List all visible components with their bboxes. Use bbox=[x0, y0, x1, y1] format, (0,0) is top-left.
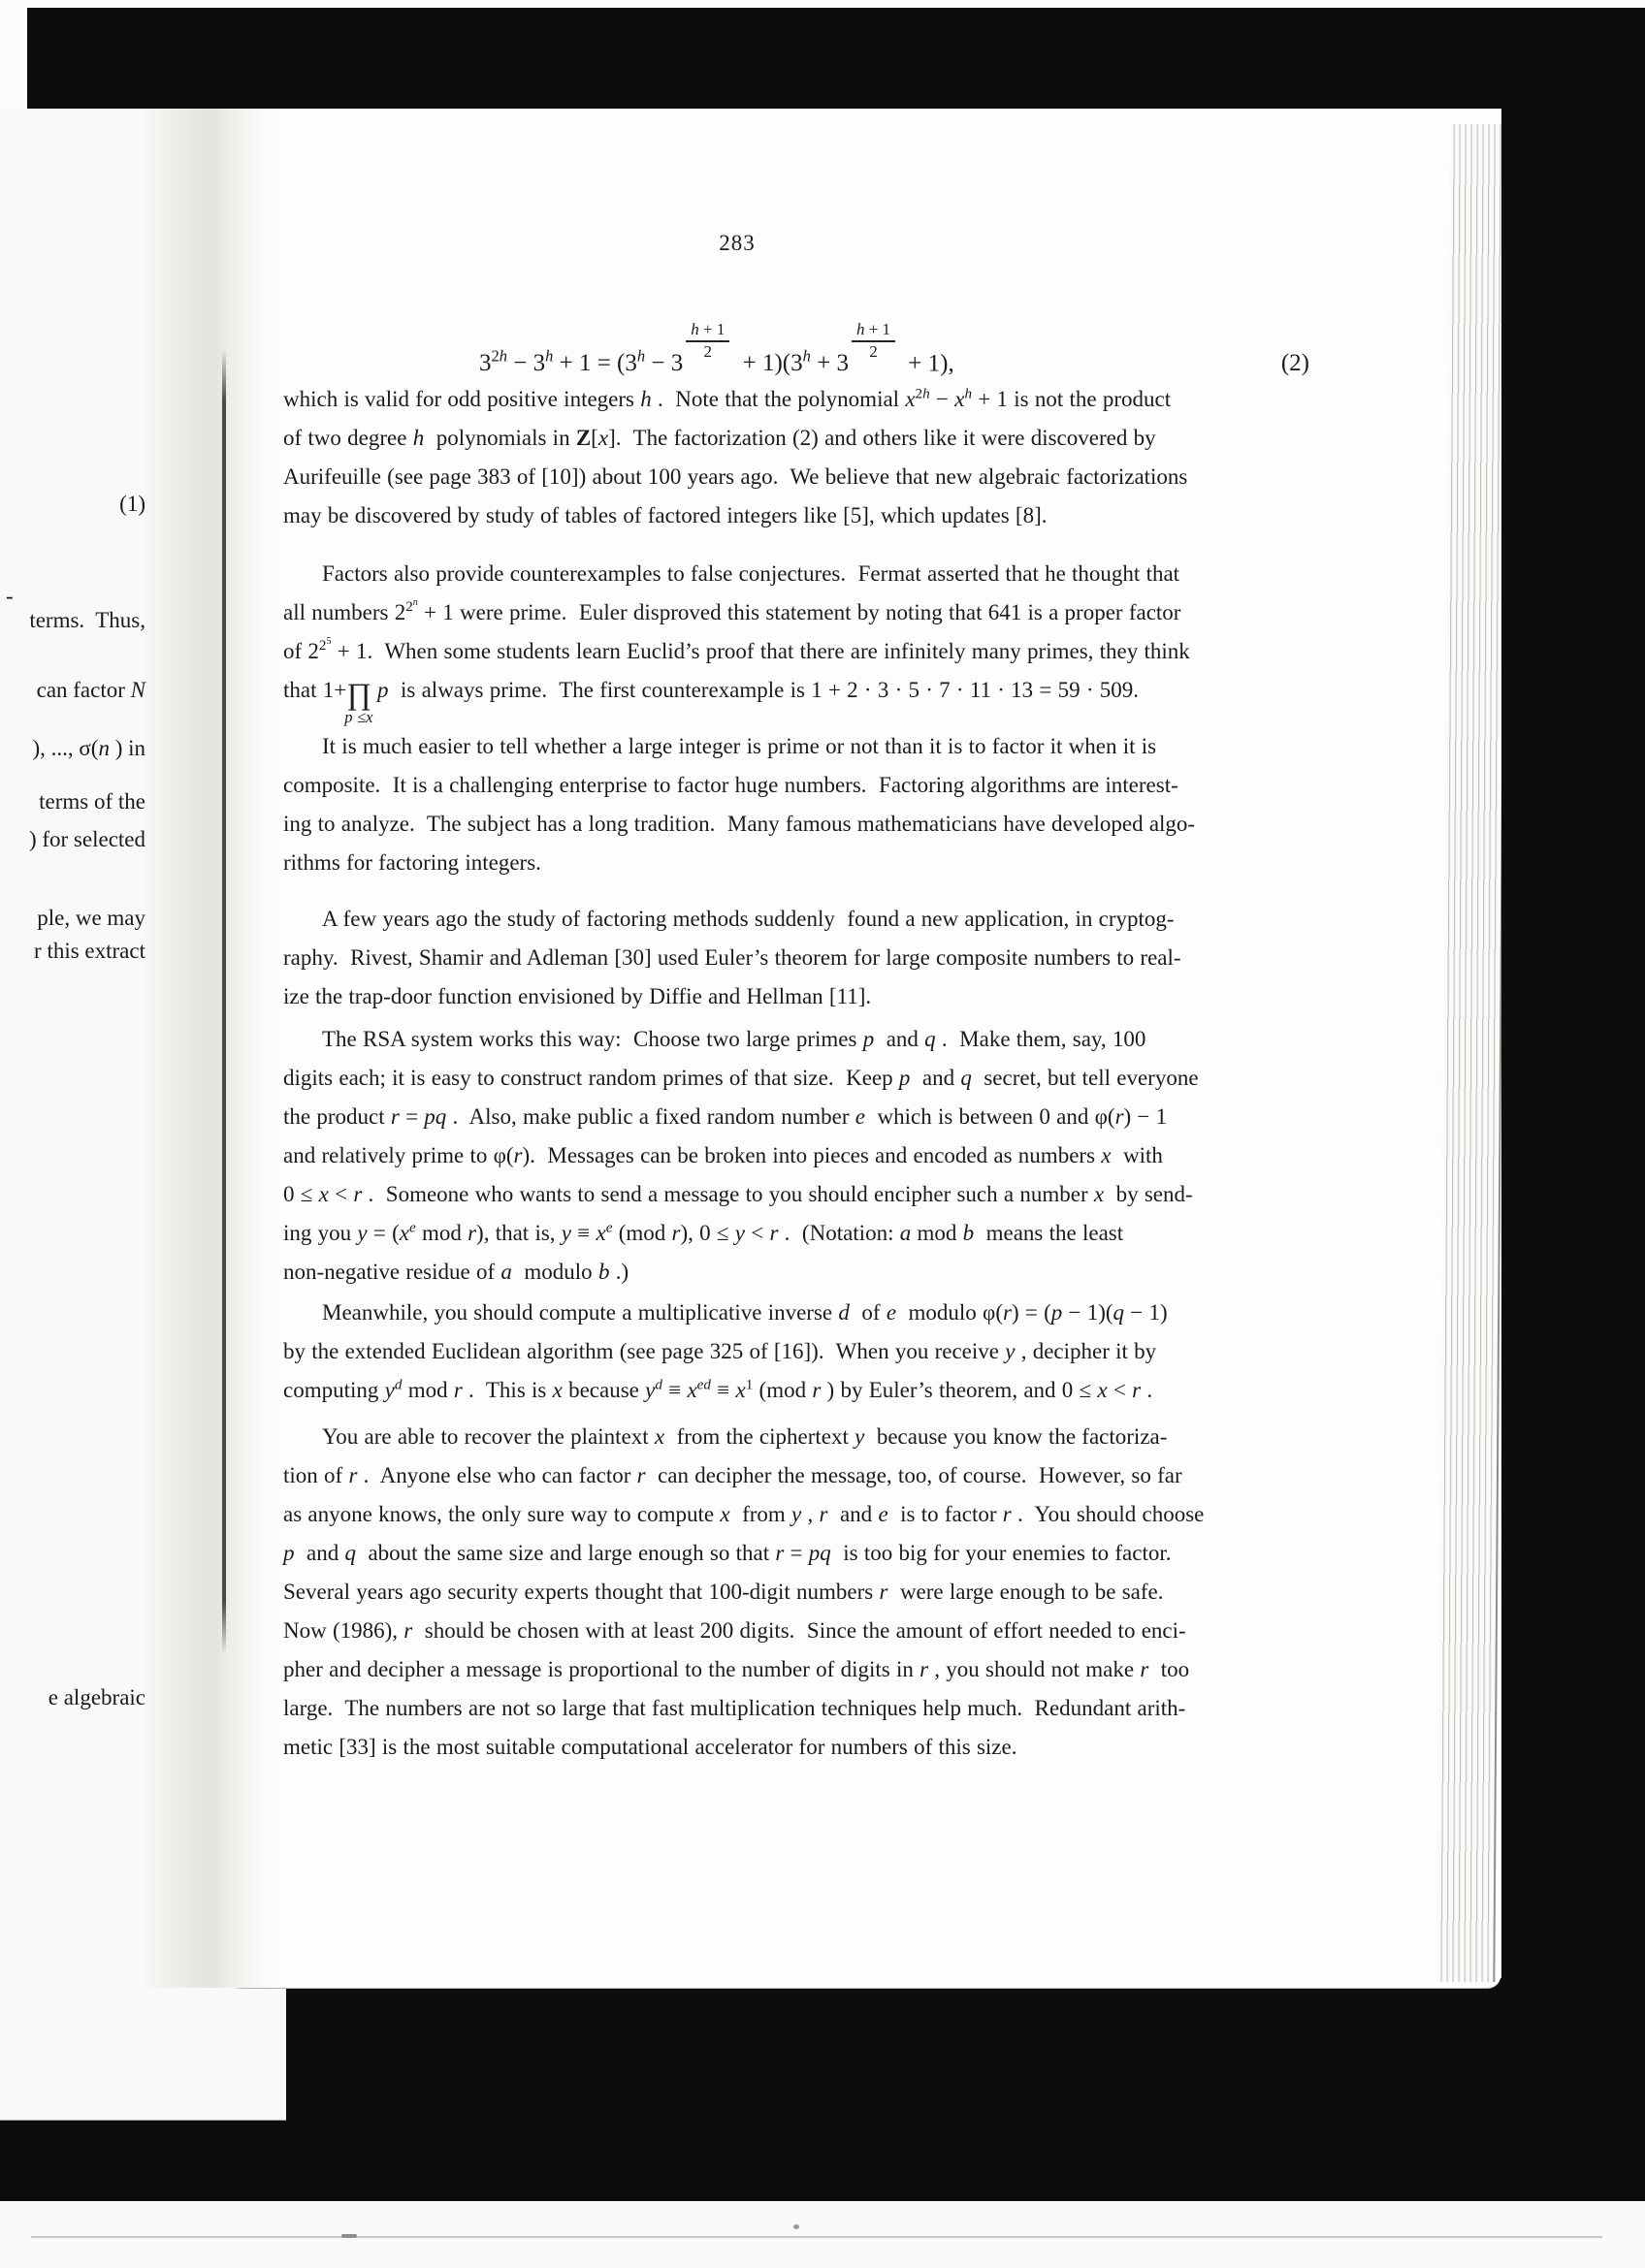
paragraph-line: Several years ago security experts thought that 100-digit numbers r were large enough to be safe. bbox=[283, 1580, 1164, 1604]
paragraph-line: pher and decipher a message is proportional to the number of digits in r , you should not make r too bbox=[283, 1657, 1190, 1681]
fraction-denominator: 2 bbox=[869, 342, 878, 362]
paragraph-recover-plaintext bbox=[283, 1418, 1309, 1767]
scan-bottom-strip bbox=[0, 2201, 1645, 2268]
paragraph-line: 0 ≤ x < r . Someone who wants to send a message to you should encipher such a number x by send- bbox=[283, 1182, 1193, 1206]
margin-fragment: ), ..., σ(n ) in bbox=[32, 736, 145, 760]
paragraph-line: of two degree h polynomials in Z[x]. The factorization (2) and others like it were discovered by bbox=[283, 426, 1156, 450]
margin-fragment: can factor N bbox=[36, 678, 145, 702]
fraction-exponent bbox=[686, 320, 729, 363]
scan-speck bbox=[341, 2234, 357, 2238]
equation-tail: + 1), bbox=[902, 350, 954, 377]
paragraph-line: metic [33] is the most suitable computational accelerator for numbers of this size. bbox=[283, 1735, 1017, 1759]
scan-speck bbox=[793, 2224, 799, 2229]
paragraph-primality-vs-factoring bbox=[283, 727, 1309, 882]
paragraph-line: ing you $y = (x^e$ mod r), that is, $y \equiv x^e$ (mod r), 0 ≤ y < r . (Notation: a mod b means the least bbox=[283, 1219, 1124, 1245]
page-gutter-shading bbox=[145, 109, 286, 1988]
paragraph-line: which is valid for odd positive integers h . Note that the polynomial $x^{2h} - x^h + 1$ is not the product bbox=[283, 385, 1172, 411]
paragraph-cryptography bbox=[283, 900, 1309, 1016]
paragraph-line: Factors also provide counterexamples to false conjectures. Fermat asserted that he thought that bbox=[322, 561, 1180, 586]
paragraph-line: ize the trap-door function envisioned by Diffie and Hellman [11]. bbox=[283, 984, 872, 1008]
paragraph-line: large. The numbers are not so large that fast multiplication techniques help much. Redundant arith- bbox=[283, 1696, 1186, 1720]
fraction-denominator: 2 bbox=[703, 342, 713, 362]
page-number: 283 bbox=[719, 231, 756, 255]
page-gutter-shadow-line bbox=[222, 349, 226, 1653]
paragraph-rsa-system bbox=[283, 1020, 1309, 1292]
equation-formula bbox=[479, 320, 954, 377]
paragraph-line: of $2^{2^5} + 1$. When some students learn Euclid’s proof that there are infinitely many primes, they think bbox=[283, 636, 1190, 663]
paragraph-valid-odd-h bbox=[283, 380, 1309, 535]
fraction-exponent bbox=[852, 320, 895, 363]
paragraph-line: raphy. Rivest, Shamir and Adleman [30] used Euler’s theorem for large composite numbers to real- bbox=[283, 945, 1181, 970]
paragraph-line: computing $y^d$ mod r . This is x because $y^d \equiv x^{ed} \equiv x^1$ (mod r ) by Euler’s theorem, and 0 ≤ x < r . bbox=[283, 1376, 1153, 1402]
paragraph-line: non-negative residue of a modulo b .) bbox=[283, 1260, 629, 1284]
paragraph-line: ing to analyze. The subject has a long tradition. Many famous mathematicians have developed algo- bbox=[283, 812, 1196, 836]
paragraph-line: and relatively prime to φ(r). Messages can be broken into pieces and encoded as numbers x with bbox=[283, 1143, 1163, 1167]
equation-mid: + $1)(3^h + 3$ bbox=[736, 347, 849, 377]
paragraph-line: It is much easier to tell whether a large integer is prime or not than it is to factor it when it is bbox=[322, 734, 1157, 758]
scan-background-bottom bbox=[215, 1978, 1501, 2201]
paragraph-line: Aurifeuille (see page 383 of [10]) about 100 years ago. We believe that new algebraic factorizations bbox=[283, 464, 1188, 489]
paragraph-line: Now (1986), r should be chosen with at least 200 digits. Since the amount of effort needed to enci- bbox=[283, 1618, 1186, 1643]
paragraph-counterexamples bbox=[283, 555, 1309, 726]
scan-background-top bbox=[27, 8, 1645, 109]
margin-fragment: ple, we may bbox=[37, 906, 145, 930]
paragraph-line: by the extended Euclidean algorithm (see page 325 of [16]). When you receive y , decipher it by bbox=[283, 1339, 1157, 1363]
scan-hairline bbox=[31, 2236, 1602, 2238]
equation-number: (2) bbox=[1280, 350, 1309, 377]
margin-fragment: terms of the bbox=[39, 789, 145, 814]
margin-fragment: e algebraic bbox=[48, 1685, 145, 1709]
paragraph-line: may be discovered by study of tables of factored integers like [5], which updates [8]. bbox=[283, 503, 1048, 527]
margin-fragment: terms. Thus, bbox=[29, 608, 145, 632]
equation-lhs: $3^{2h} - 3^h + 1 = (3^h - 3$ bbox=[479, 347, 684, 377]
paragraph-line: rithms for factoring integers. bbox=[283, 850, 541, 875]
margin-fragment: ) for selected bbox=[28, 827, 145, 851]
equation-2 bbox=[283, 291, 1309, 377]
paragraph-line: You are able to recover the plaintext x from the ciphertext y because you know the factoriza- bbox=[322, 1424, 1168, 1449]
fraction-numerator: h + 1 bbox=[852, 320, 895, 342]
paragraph-line: p and q about the same size and large enough so that r = pq is too big for your enemies to factor. bbox=[283, 1541, 1172, 1565]
scan-background-right bbox=[1501, 109, 1645, 2201]
paragraph-line: all numbers $2^{2^n} + 1$ were prime. Euler disproved this statement by noting that 641 is a proper factor bbox=[283, 597, 1181, 624]
paragraph-inverse-d bbox=[283, 1294, 1309, 1410]
paragraph-line: A few years ago the study of factoring methods suddenly found a new application, in cryptog- bbox=[322, 907, 1175, 931]
scan-background-bottom-left bbox=[0, 2120, 219, 2201]
paragraph-line: as anyone knows, the only sure way to compute x from y , r and e is to factor r . You should choose bbox=[283, 1502, 1205, 1526]
margin-fragment: - bbox=[6, 584, 14, 608]
paragraph-line: digits each; it is easy to construct random primes of that size. Keep p and q secret, but tell everyone bbox=[283, 1066, 1199, 1090]
equation-row bbox=[283, 291, 1309, 377]
paragraph-line: that 1+∏ p ≤x p is always prime. The first counterexample is 1 + 2 · 3 · 5 · 7 · 11 · 13 = 59 · 509. bbox=[283, 677, 1140, 726]
margin-fragment: r this extract bbox=[34, 939, 145, 963]
paragraph-line: Meanwhile, you should compute a multiplicative inverse d of e modulo φ(r) = (p − 1)(q − 1) bbox=[322, 1300, 1168, 1325]
fraction-numerator: h + 1 bbox=[686, 320, 729, 342]
paragraph-line: composite. It is a challenging enterprise to factor huge numbers. Factoring algorithms are interest- bbox=[283, 773, 1178, 797]
paragraph-line: the product r = pq . Also, make public a fixed random number e which is between 0 and φ(r) − 1 bbox=[283, 1104, 1168, 1129]
paragraph-line: The RSA system works this way: Choose two large primes p and q . Make them, say, 100 bbox=[322, 1027, 1146, 1051]
margin-fragment: (1) bbox=[119, 492, 145, 516]
paragraph-line: tion of r . Anyone else who can factor r can decipher the message, too, of course. However, so far bbox=[283, 1463, 1182, 1487]
